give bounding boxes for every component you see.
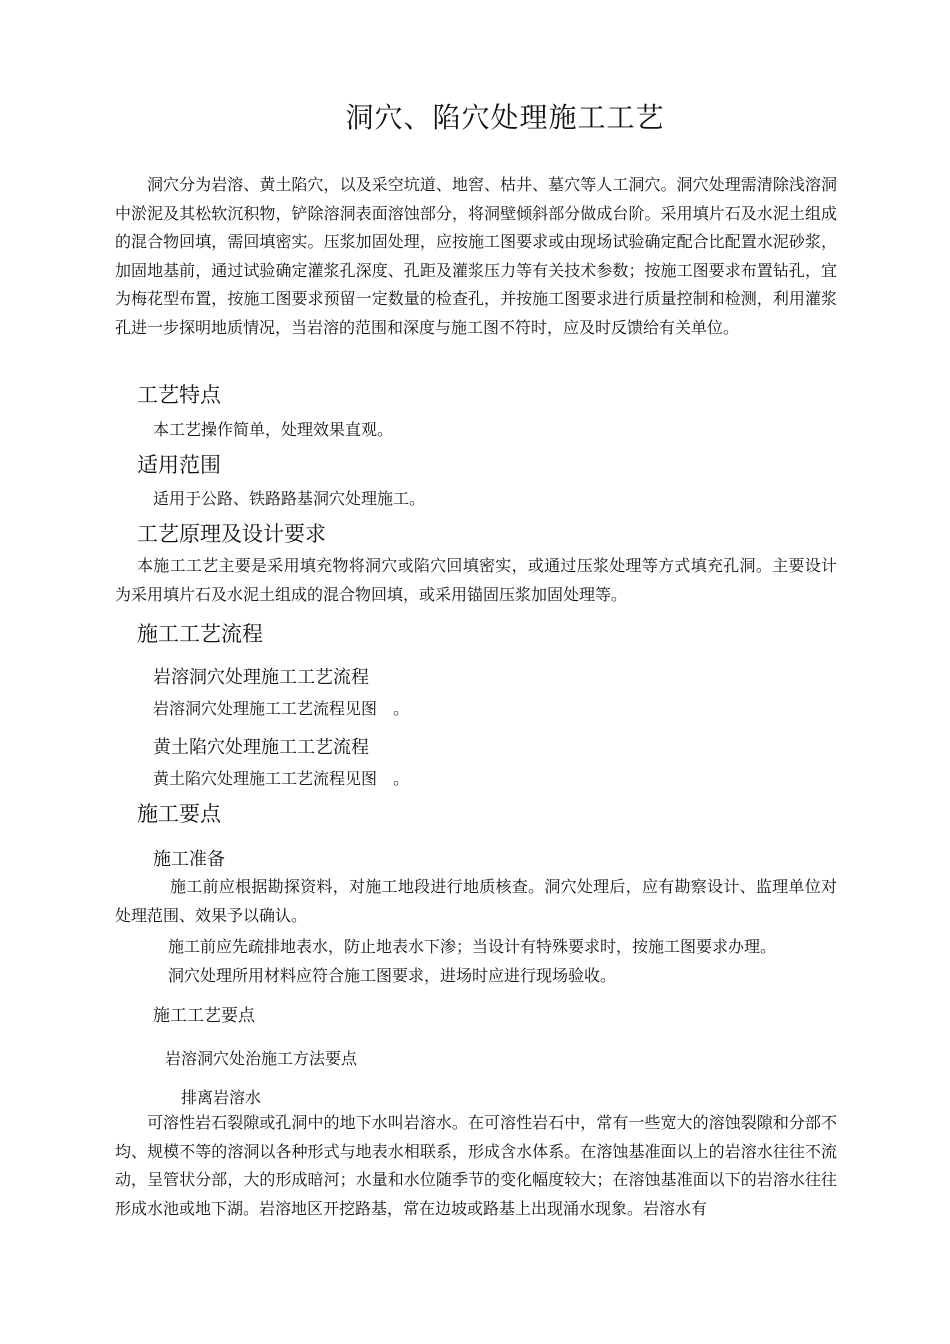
subheading-loess-flow: 黄土陷穴处理施工工艺流程 — [153, 737, 369, 758]
subheading-preparation: 施工准备 — [153, 849, 225, 870]
heading-process-features: 工艺特点 — [137, 383, 221, 407]
text-drain-karst-water: 可溶性岩石裂隙或孔洞中的地下水叫岩溶水。在可溶性岩石中，常有一些宽大的溶蚀裂隙和分部不均、规模不等的溶洞以各种形式与地表水相联系，形成含水体系。在溶蚀基准面以上的岩溶水往往不流动，呈管状分部，大的形成暗河；水量和水位随季节的变化幅度较大；在溶蚀基准面以下的岩溶水往往形成水池或地下湖。岩溶地区开挖路基，常在边坡或路基上出现涌水现象。岩溶水有 — [115, 1113, 837, 1218]
heading-scope: 适用范围 — [137, 453, 221, 477]
text-principle-design: 本施工工艺主要是采用填充物将洞穴或陷穴回填密实，或通过压浆处理等方式填充孔洞。主要设计为采用填片石及水泥土组成的混合物回填，或采用锚固压浆加固处理等。 — [115, 556, 837, 604]
text-preparation-2: 施工前应先疏排地表水，防止地表水下渗；当设计有特殊要求时，按施工图要求办理。 — [168, 937, 777, 956]
page-title: 洞穴、陷穴处理施工工艺 — [345, 101, 665, 134]
text-preparation-3: 洞穴处理所用材料应符合施工图要求，进场时应进行现场验收。 — [168, 966, 617, 985]
text-scope: 适用于公路、铁路路基洞穴处理施工。 — [153, 489, 426, 508]
heading-key-points: 施工要点 — [137, 802, 221, 826]
text-karst-flow: 岩溶洞穴处理施工工艺流程见图 。 — [153, 699, 410, 718]
subheading-karst-method: 岩溶洞穴处治施工方法要点 — [165, 1049, 358, 1068]
heading-process-flow: 施工工艺流程 — [137, 622, 263, 646]
intro-paragraph: 洞穴分为岩溶、黄土陷穴，以及采空坑道、地窖、枯井、墓穴等人工洞穴。洞穴处理需清除浅溶洞中淤泥及其松软沉积物，铲除溶洞表面溶蚀部分，将洞壁倾斜部分做成台阶。采用填片石及水泥土组成的混合物回填，需回填密实。压浆加固处理，应按施工图要求或由现场试验确定配合比配置水泥砂浆，加固地基前，通过试验确定灌浆孔深度、孔距及灌浆压力等有关技术参数；按施工图要求布置钻孔，宜为梅花型布置，按施工图要求预留一定数量的检查孔，并按施工图要求进行质量控制和检测，利用灌浆孔进一步探明地质情况，当岩溶的范围和深度与施工图不符时，应及时反馈给有关单位。 — [115, 175, 837, 337]
text-preparation-1: 施工前应根据勘探资料，对施工地段进行地质核查。洞穴处理后，应有勘察设计、监理单位对处理范围、效果予以确认。 — [115, 877, 837, 925]
subheading-karst-flow: 岩溶洞穴处理施工工艺流程 — [153, 667, 369, 688]
text-process-features: 本工艺操作简单，处理效果直观。 — [153, 420, 394, 439]
subheading-construction-points: 施工工艺要点 — [153, 1006, 255, 1026]
heading-principle-design: 工艺原理及设计要求 — [137, 522, 326, 546]
text-loess-flow: 黄土陷穴处理施工工艺流程见图 。 — [153, 769, 410, 788]
item-heading-drain-karst-water: 排离岩溶水 — [181, 1088, 262, 1107]
